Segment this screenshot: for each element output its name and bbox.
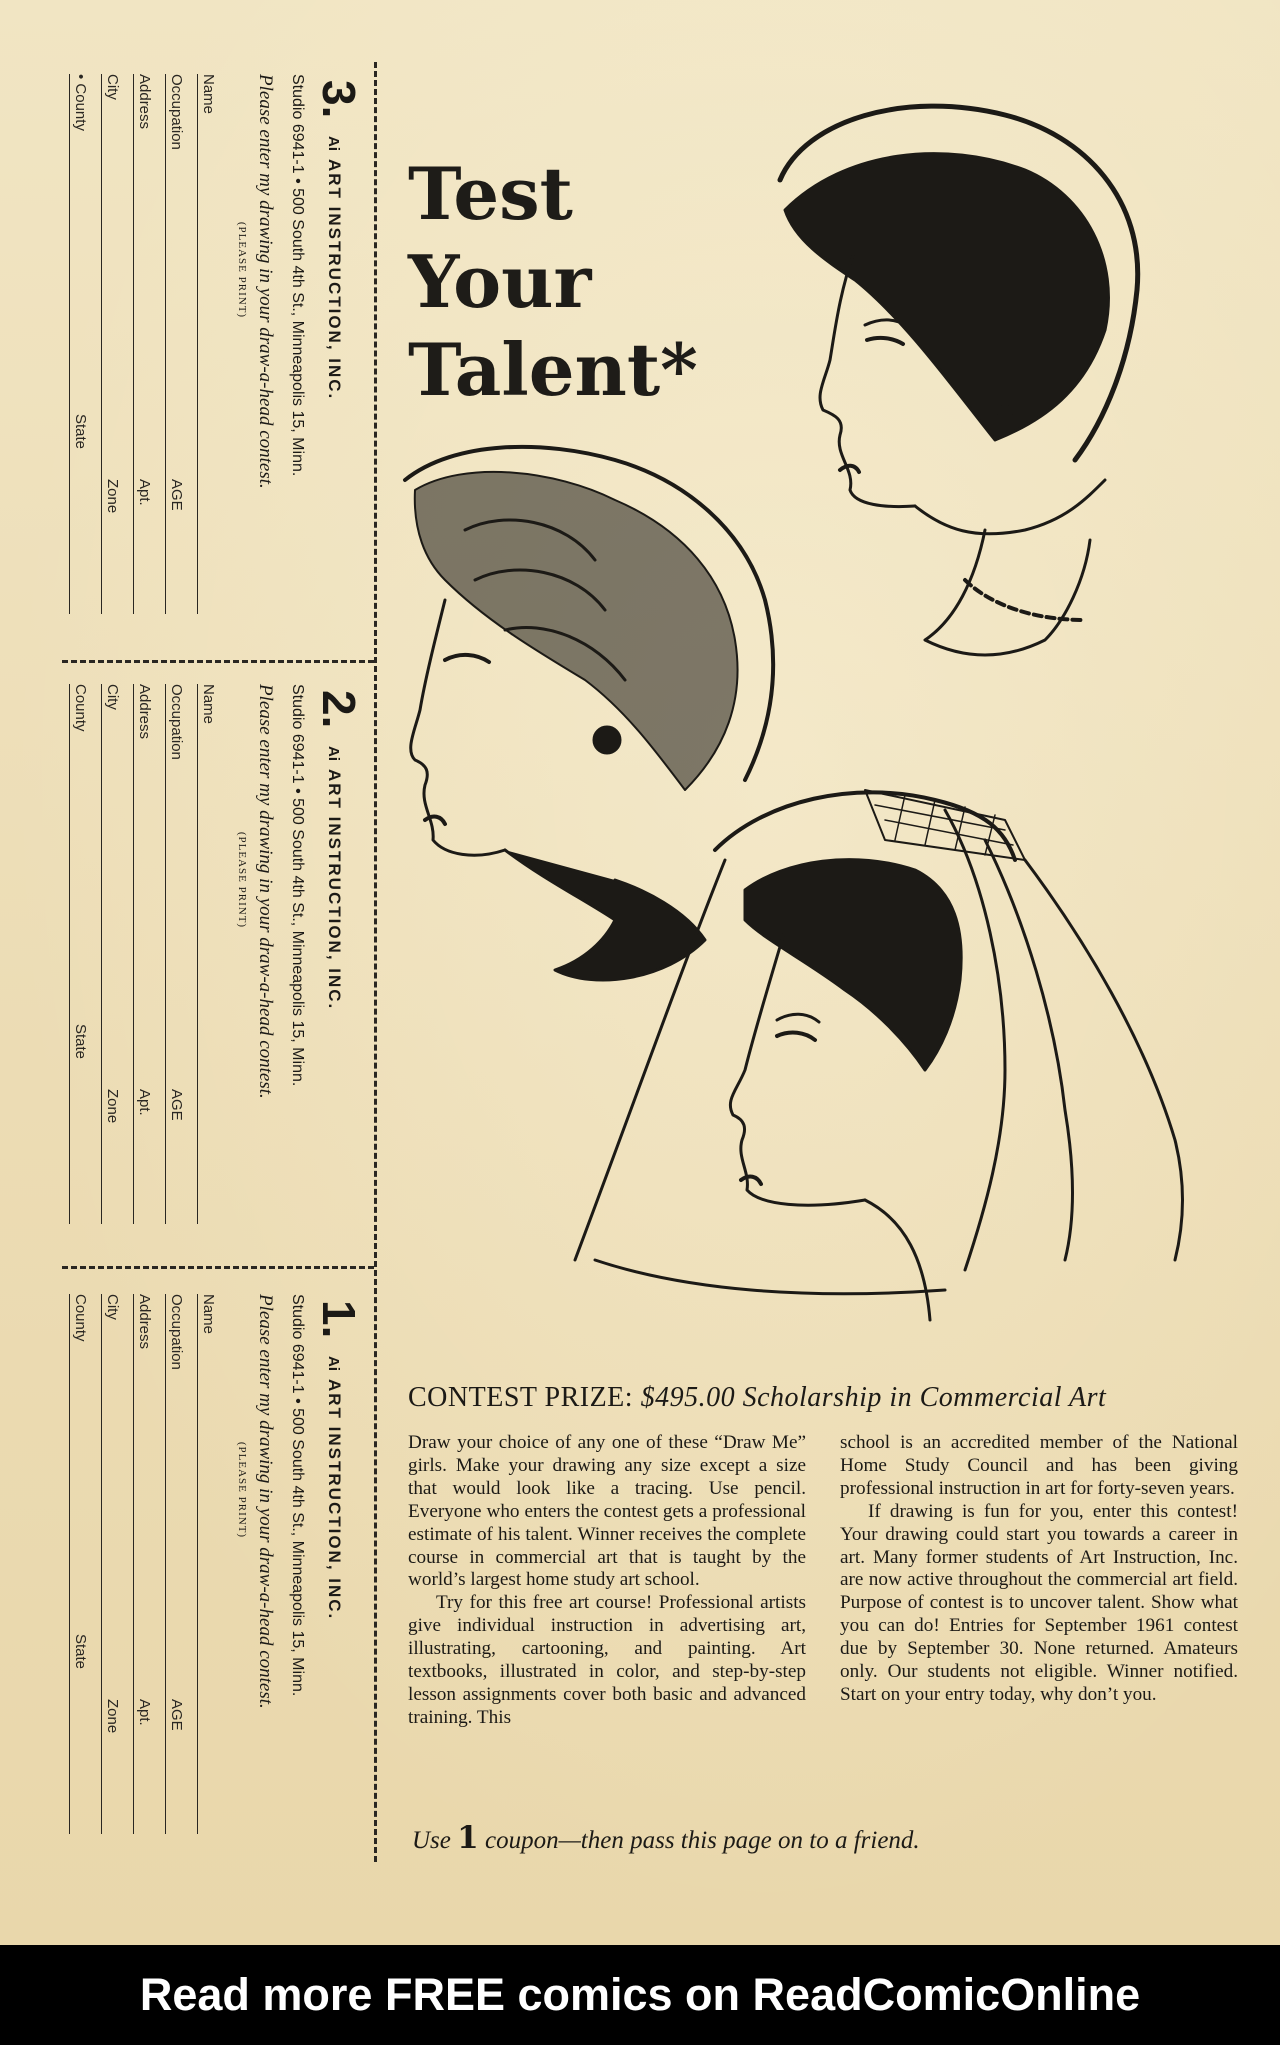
zone-label: Zone <box>104 1089 121 1124</box>
county-label: County <box>72 684 89 732</box>
name-label: Name <box>200 74 217 115</box>
city-field[interactable] <box>101 74 126 614</box>
coupon-number: 1. <box>313 1300 365 1339</box>
girl-head-wavy-hair <box>405 447 773 980</box>
occupation-field[interactable] <box>165 74 190 614</box>
please-print-note: (PLEASE PRINT) <box>236 1441 248 1539</box>
company-label: ART INSTRUCTION, INC. <box>325 159 344 401</box>
name-field[interactable] <box>197 684 222 1224</box>
headline-line-3: Talent* <box>408 327 698 412</box>
rules-paragraph: If drawing is fun for you, enter this contest! Your drawing could start you towards a career in art. Many former students of Art Instruction, Inc. are now active throughout the commercial art field. Purpose of contest is to uncover talent. Show what you can do! Entries for September 1961 contest due by September 30. None returned. Amateurs only. Our students not eligible. Winner notified. Start on your entry today, why don’t you. <box>840 1500 1238 1705</box>
name-label: Name <box>200 1294 217 1335</box>
city-label: City <box>104 684 121 710</box>
apt-label: Apt. <box>136 479 153 506</box>
coupon-3[interactable] <box>48 70 368 650</box>
girl-head-short-hair <box>780 106 1138 655</box>
coupon-cut-line <box>62 1266 374 1269</box>
contest-prize <box>408 1382 1228 1414</box>
occupation-label: Occupation <box>168 1294 185 1370</box>
contest-rules-left-column <box>408 1432 806 1730</box>
state-label: State <box>72 414 89 450</box>
footer-number: 1 <box>457 1820 479 1856</box>
county-field[interactable] <box>69 684 94 1224</box>
ai-logo-icon: Ai <box>325 746 342 761</box>
name-label: Name <box>200 684 217 725</box>
apt-label: Apt. <box>136 1699 153 1726</box>
coupon-number: 3. <box>313 80 365 119</box>
name-field[interactable] <box>197 74 222 614</box>
ai-logo-icon: Ai <box>325 136 342 151</box>
age-label: AGE <box>168 1699 185 1731</box>
coupon-usage-note <box>412 1820 920 1856</box>
zone-label: Zone <box>104 479 121 514</box>
coupon-1[interactable] <box>48 1290 368 1870</box>
banner-text: Read more FREE comics on ReadComicOnline <box>139 1969 1141 2020</box>
read-more-banner[interactable] <box>0 1945 1280 2045</box>
city-field[interactable] <box>101 684 126 1224</box>
occupation-label: Occupation <box>168 74 185 150</box>
state-label: State <box>72 1024 89 1060</box>
name-field[interactable] <box>197 1294 222 1834</box>
studio-address: Studio 6941-1 • 500 South 4th St., Minneapolis 15, Minn. <box>289 1294 306 1697</box>
entry-instruction: Please enter my drawing in your draw-a-head contest. <box>255 74 276 489</box>
please-print-note: (PLEASE PRINT) <box>236 221 248 319</box>
prize-label: CONTEST PRIZE: <box>408 1382 634 1413</box>
coupon-2[interactable] <box>48 680 368 1260</box>
ai-logo-icon: Ai <box>325 1356 342 1371</box>
entry-instruction: Please enter my drawing in your draw-a-head contest. <box>255 1294 276 1709</box>
coupon-cut-line <box>374 62 377 1862</box>
company-name <box>324 1356 344 1620</box>
rules-paragraph: Draw your choice of any one of these “Draw Me” girls. Make your drawing any size except a size that would look like a tracing. Use pencil. Everyone who enters the contest gets a professional estimate of his talent. Winner receives the complete course in commercial art that is taught by the world’s largest home study art school. <box>408 1432 806 1591</box>
footer-prefix: Use <box>412 1827 451 1854</box>
county-label: • County <box>72 74 89 131</box>
headline-line-1: Test <box>408 151 573 236</box>
address-field[interactable] <box>133 74 158 614</box>
headline <box>408 150 698 414</box>
headline-line-2: Your <box>408 239 592 324</box>
state-label: State <box>72 1634 89 1670</box>
occupation-field[interactable] <box>165 684 190 1224</box>
contest-rules-right-column <box>840 1432 1238 1707</box>
entry-instruction: Please enter my drawing in your draw-a-head contest. <box>255 684 276 1099</box>
zone-label: Zone <box>104 1699 121 1734</box>
city-field[interactable] <box>101 1294 126 1834</box>
company-label: ART INSTRUCTION, INC. <box>325 769 344 1011</box>
address-field[interactable] <box>133 1294 158 1834</box>
address-label: Address <box>136 74 153 130</box>
occupation-field[interactable] <box>165 1294 190 1834</box>
rules-paragraph: Try for this free art course! Professional artists give individual instruction in advertising art, illustrating, cartooning, and painting. Art textbooks, illustrated in color, and step-by-step lesson assignments cover both basic and advanced training. This <box>408 1592 806 1728</box>
studio-address: Studio 6941-1 • 500 South 4th St., Minneapolis 15, Minn. <box>289 74 306 477</box>
occupation-label: Occupation <box>168 684 185 760</box>
coupon-cut-line <box>62 660 374 663</box>
city-label: City <box>104 1294 121 1320</box>
apt-label: Apt. <box>136 1089 153 1116</box>
company-label: ART INSTRUCTION, INC. <box>325 1379 344 1621</box>
address-label: Address <box>136 684 153 740</box>
girl-head-with-veil <box>575 790 1183 1320</box>
coupon-number: 2. <box>313 690 365 729</box>
prize-value: $495.00 Scholarship in Commercial Art <box>640 1382 1107 1413</box>
age-label: AGE <box>168 479 185 511</box>
county-field[interactable] <box>69 74 94 614</box>
city-label: City <box>104 74 121 100</box>
rules-paragraph: school is an accredited member of the National Home Study Council and has been giving professional instruction in art for forty-seven years. <box>840 1432 1238 1499</box>
age-label: AGE <box>168 1089 185 1121</box>
county-label: County <box>72 1294 89 1342</box>
company-name <box>324 746 344 1010</box>
studio-address: Studio 6941-1 • 500 South 4th St., Minneapolis 15, Minn. <box>289 684 306 1087</box>
county-field[interactable] <box>69 1294 94 1834</box>
address-label: Address <box>136 1294 153 1350</box>
address-field[interactable] <box>133 684 158 1224</box>
please-print-note: (PLEASE PRINT) <box>236 831 248 929</box>
company-name <box>324 136 344 400</box>
footer-suffix: coupon—then pass this page on to a friend. <box>484 1827 920 1854</box>
